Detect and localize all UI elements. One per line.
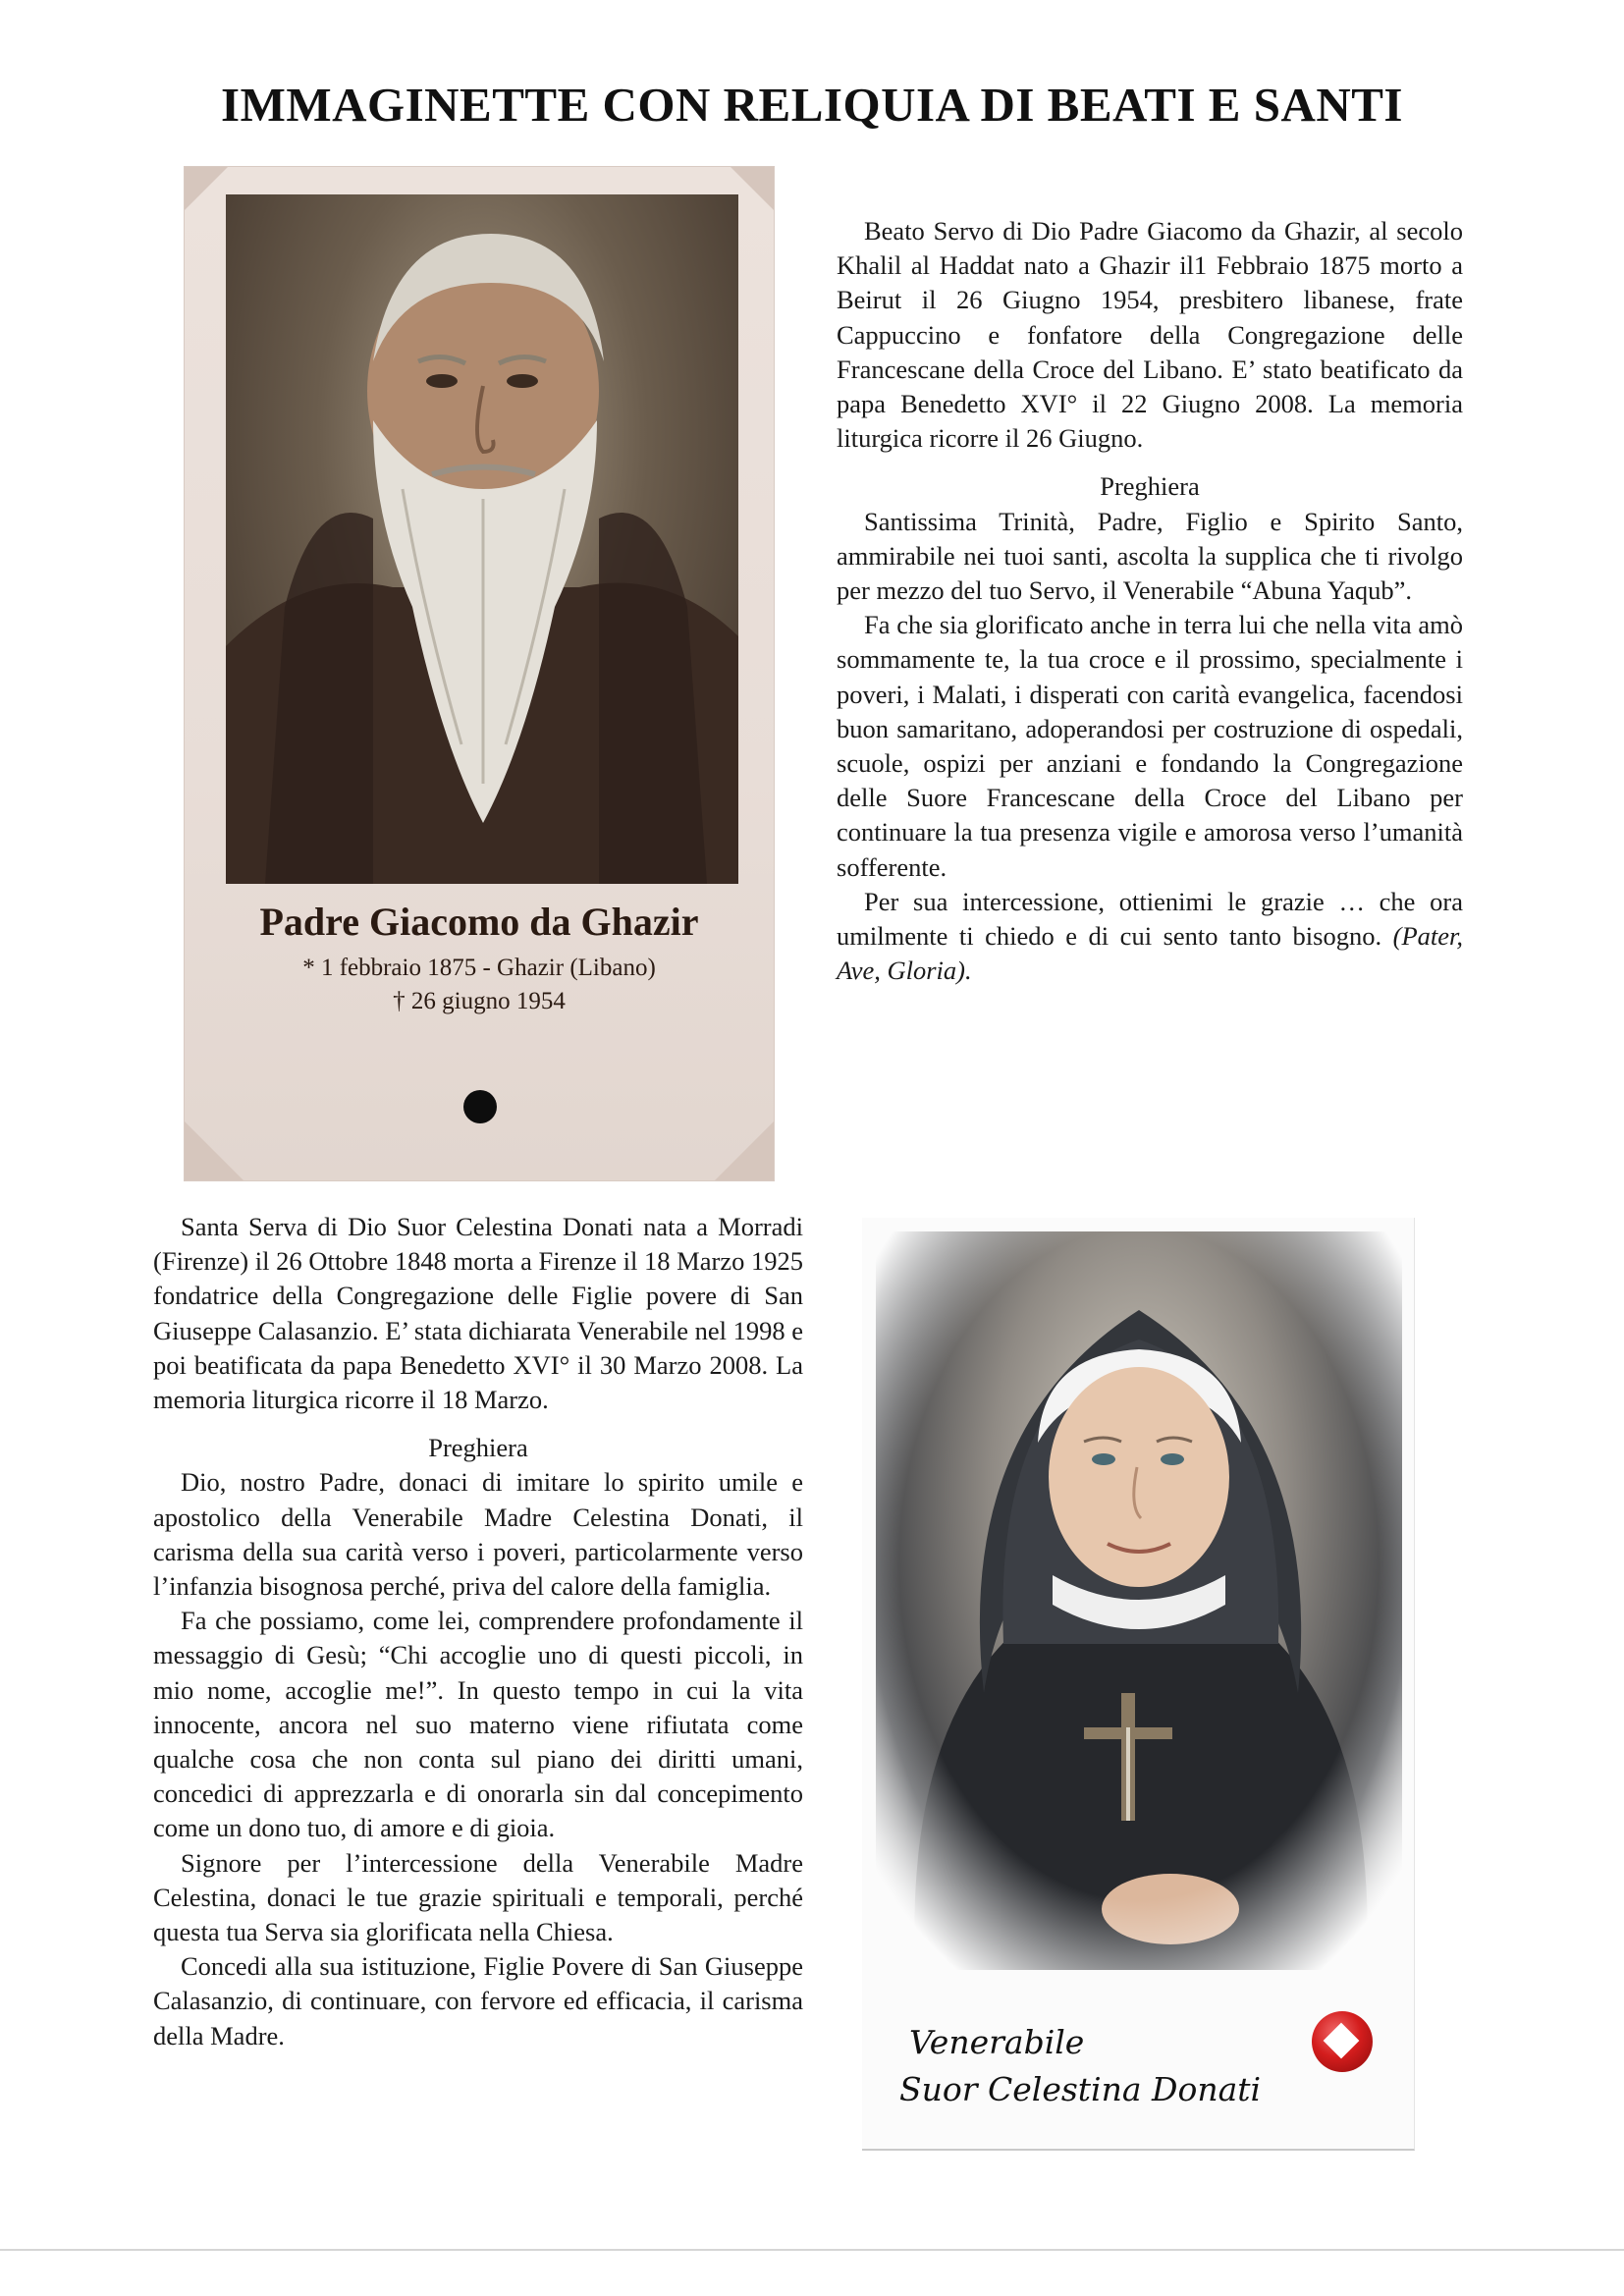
page-title: IMMAGINETTE CON RELIQUIA DI BEATI E SANTI xyxy=(221,78,1403,132)
bio-giacomo: Beato Servo di Dio Padre Giacomo da Ghazir, al secolo Khalil al Haddat nato a Ghazir il1 Febbraio 1875 morto a Beirut il 26 Giugno 1954, presbitero libanese, frate Cappuccino e fonfatore della Congregazione delle Francescane della Croce del Libano. E’ stato beatificato da papa Benedetto XVI° il 22 Giugno 2008. La memoria liturgica ricorre il 26 Giugno. xyxy=(837,216,1463,454)
card-name-giacomo: Padre Giacomo da Ghazir xyxy=(259,900,699,944)
text-block-giacomo xyxy=(837,214,1463,988)
card-corner xyxy=(715,1121,774,1180)
prayer-paragraph: Signore per l’intercessione della Venerabile Madre Celestina, donaci le tue grazie spirituali e temporali, perché questa tua Serva sia glorificata nella Chiesa. xyxy=(153,1847,803,1947)
card-caption-name: Suor Celestina Donati xyxy=(899,2070,1262,2108)
relic-dot xyxy=(463,1090,497,1123)
card-death-date: † 26 giugno 1954 xyxy=(393,988,566,1014)
prayer-paragraph: Santissima Trinità, Padre, Figlio e Spirito Santo, ammirabile nei tuoi santi, ascolta la supplica che ti rivolgo per mezzo del tuo Servo, il Venerabile “Abuna Yaqub”. xyxy=(837,506,1463,606)
prayer-paragraph xyxy=(837,885,1463,989)
bio-celestina: Santa Serva di Dio Suor Celestina Donati nata a Morradi (Firenze) il 26 Ottobre 1848 morta a Firenze il 18 Marzo 1925 fondatrice della Congregazione delle Figlie povere di San Giuseppe Calasanzio. E’ stata dichiarata Venerabile nel 1998 e poi beatificata da papa Benedetto XVI° il 30 Marzo 2008. La memoria liturgica ricorre il 18 Marzo. xyxy=(153,1212,803,1415)
portrait-celestina-illustration xyxy=(876,1231,1402,1970)
portrait-celestina xyxy=(876,1231,1402,1970)
card-corner xyxy=(185,1121,244,1180)
text-block-celestina xyxy=(153,1210,803,2053)
page-bottom-border xyxy=(0,2249,1624,2251)
prayer-paragraph: Dio, nostro Padre, donaci di imitare lo spirito umile e apostolico della Venerabile Madre Celestina Donati, il carisma della sua carità verso i poveri, particolarmente verso l’infanzia bisognosa perché, priva del calore della famiglia. xyxy=(153,1467,803,1602)
holy-card-celestina xyxy=(862,1218,1415,2151)
card-corner xyxy=(185,167,228,210)
prayer-paragraph: Fa che possiamo, come lei, comprendere profondamente il messaggio di Gesù; “Chi accoglie uno di questi piccoli, in mio nome, accoglie me!”. In questo tempo in cui la vita innocente, ancora nel suo materno viene rifiutata come qualche cosa che non conta sul piano dei diritti umani, concedici di apprezzarla e di onorarla sin dal concepimento come un dono tuo, di amore e di gioia. xyxy=(153,1606,803,1843)
prayer-text: Per sua intercessione, ottienimi le grazie … che ora umilmente ti chiedo e di cui sento tanto bisogno. xyxy=(837,886,1463,952)
holy-card-giacomo xyxy=(185,167,774,1180)
card-birth-date: * 1 febbraio 1875 - Ghazir (Libano) xyxy=(302,955,656,981)
card-caption-title: Venerabile xyxy=(909,2023,1085,2061)
prayer-paragraph: Fa che sia glorificato anche in terra lui che nella vita amò sommamente te, la tua croce e il prossimo, specialmente i poveri, i Malati, i disperati con carità evangelica, facendosi buon samaritano, adoperandosi per costruzione di ospedali, scuole, ospizi per anziani e fondando la Congregazione delle Suore Francescane della Croce del Libano per continuare la tua presenza vigile e amorosa verso l’umanità sofferente. xyxy=(837,610,1463,882)
relic-emblem xyxy=(1312,2011,1373,2072)
prayer-heading: Preghiera xyxy=(1100,471,1200,502)
prayer-heading: Preghiera xyxy=(428,1433,528,1463)
prayer-closing: (Pater, Ave, Gloria). xyxy=(837,921,1464,986)
portrait-giacomo xyxy=(226,194,738,884)
relic-gem-icon xyxy=(1324,2023,1360,2059)
prayer-paragraph: Concedi alla sua istituzione, Figlie Povere di San Giuseppe Calasanzio, di continuare, con fervore ed efficacia, il carisma della Madre. xyxy=(153,1951,803,2050)
portrait-giacomo-illustration xyxy=(226,194,738,884)
